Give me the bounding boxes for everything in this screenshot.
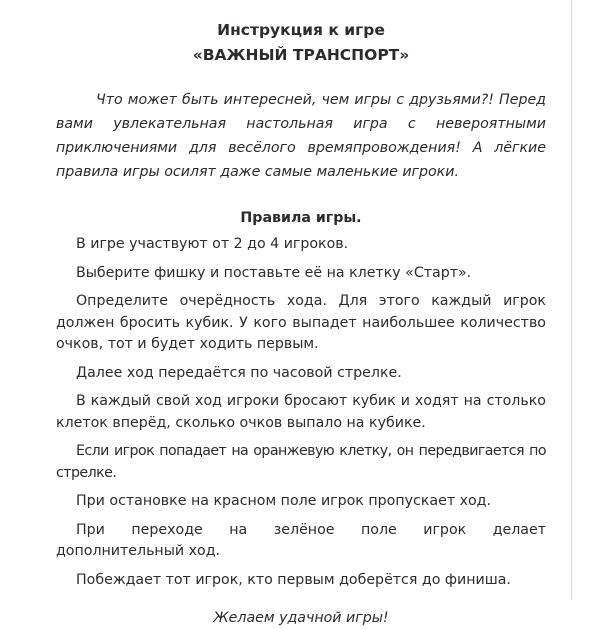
rule-item: Далее ход передаётся по часовой стрелке. [76,364,402,381]
closing-wish: Желаем удачной игры! [213,610,389,626]
rule-item: При остановке на красном поле игрок пропускает ход. [76,493,491,509]
rule-item: В игре участвуют от 2 до 4 игроков. [76,236,349,252]
rule-item: Побеждает тот игрок, кто первым доберётся до финиша. [76,571,511,588]
rules-heading: Правила игры. [240,210,362,226]
rule-item: Выберите фишку и поставьте её на клетку «Старт». [76,264,472,281]
rule-item: В каждый свой ход игроки бросают кубик и ходят на столько клеток вперёд, сколько очков выпало на кубике. [56,393,546,431]
rule-item: Определите очерёдность хода. Для этого каждый игрок должен бросить кубик. У кого выпадет наибольшее количество очков, тот и будет ходить первым. [56,293,546,352]
page-edge-line [571,0,572,600]
rule-item: При переходе на зелёное поле игрок делает дополнительный ход. [56,521,546,559]
intro-paragraph: Что может быть интересней, чем игры с друзьями?! Перед вами увлекательная настольная игра с невероятными приключениями для весёлого времяпровождения! А лёгкие правила игры осилят даже самые маленькие игроки. [56,92,546,180]
rules-list [56,234,546,591]
rule-item: Если игрок попадает на оранжевую клетку, он передвигается по стрелке. [56,443,546,481]
document-title-line-2: «ВАЖНЫЙ ТРАНСПОРТ» [192,46,410,64]
document-title-line-1: Инструкция к игре [217,21,385,39]
document-body [56,18,546,629]
